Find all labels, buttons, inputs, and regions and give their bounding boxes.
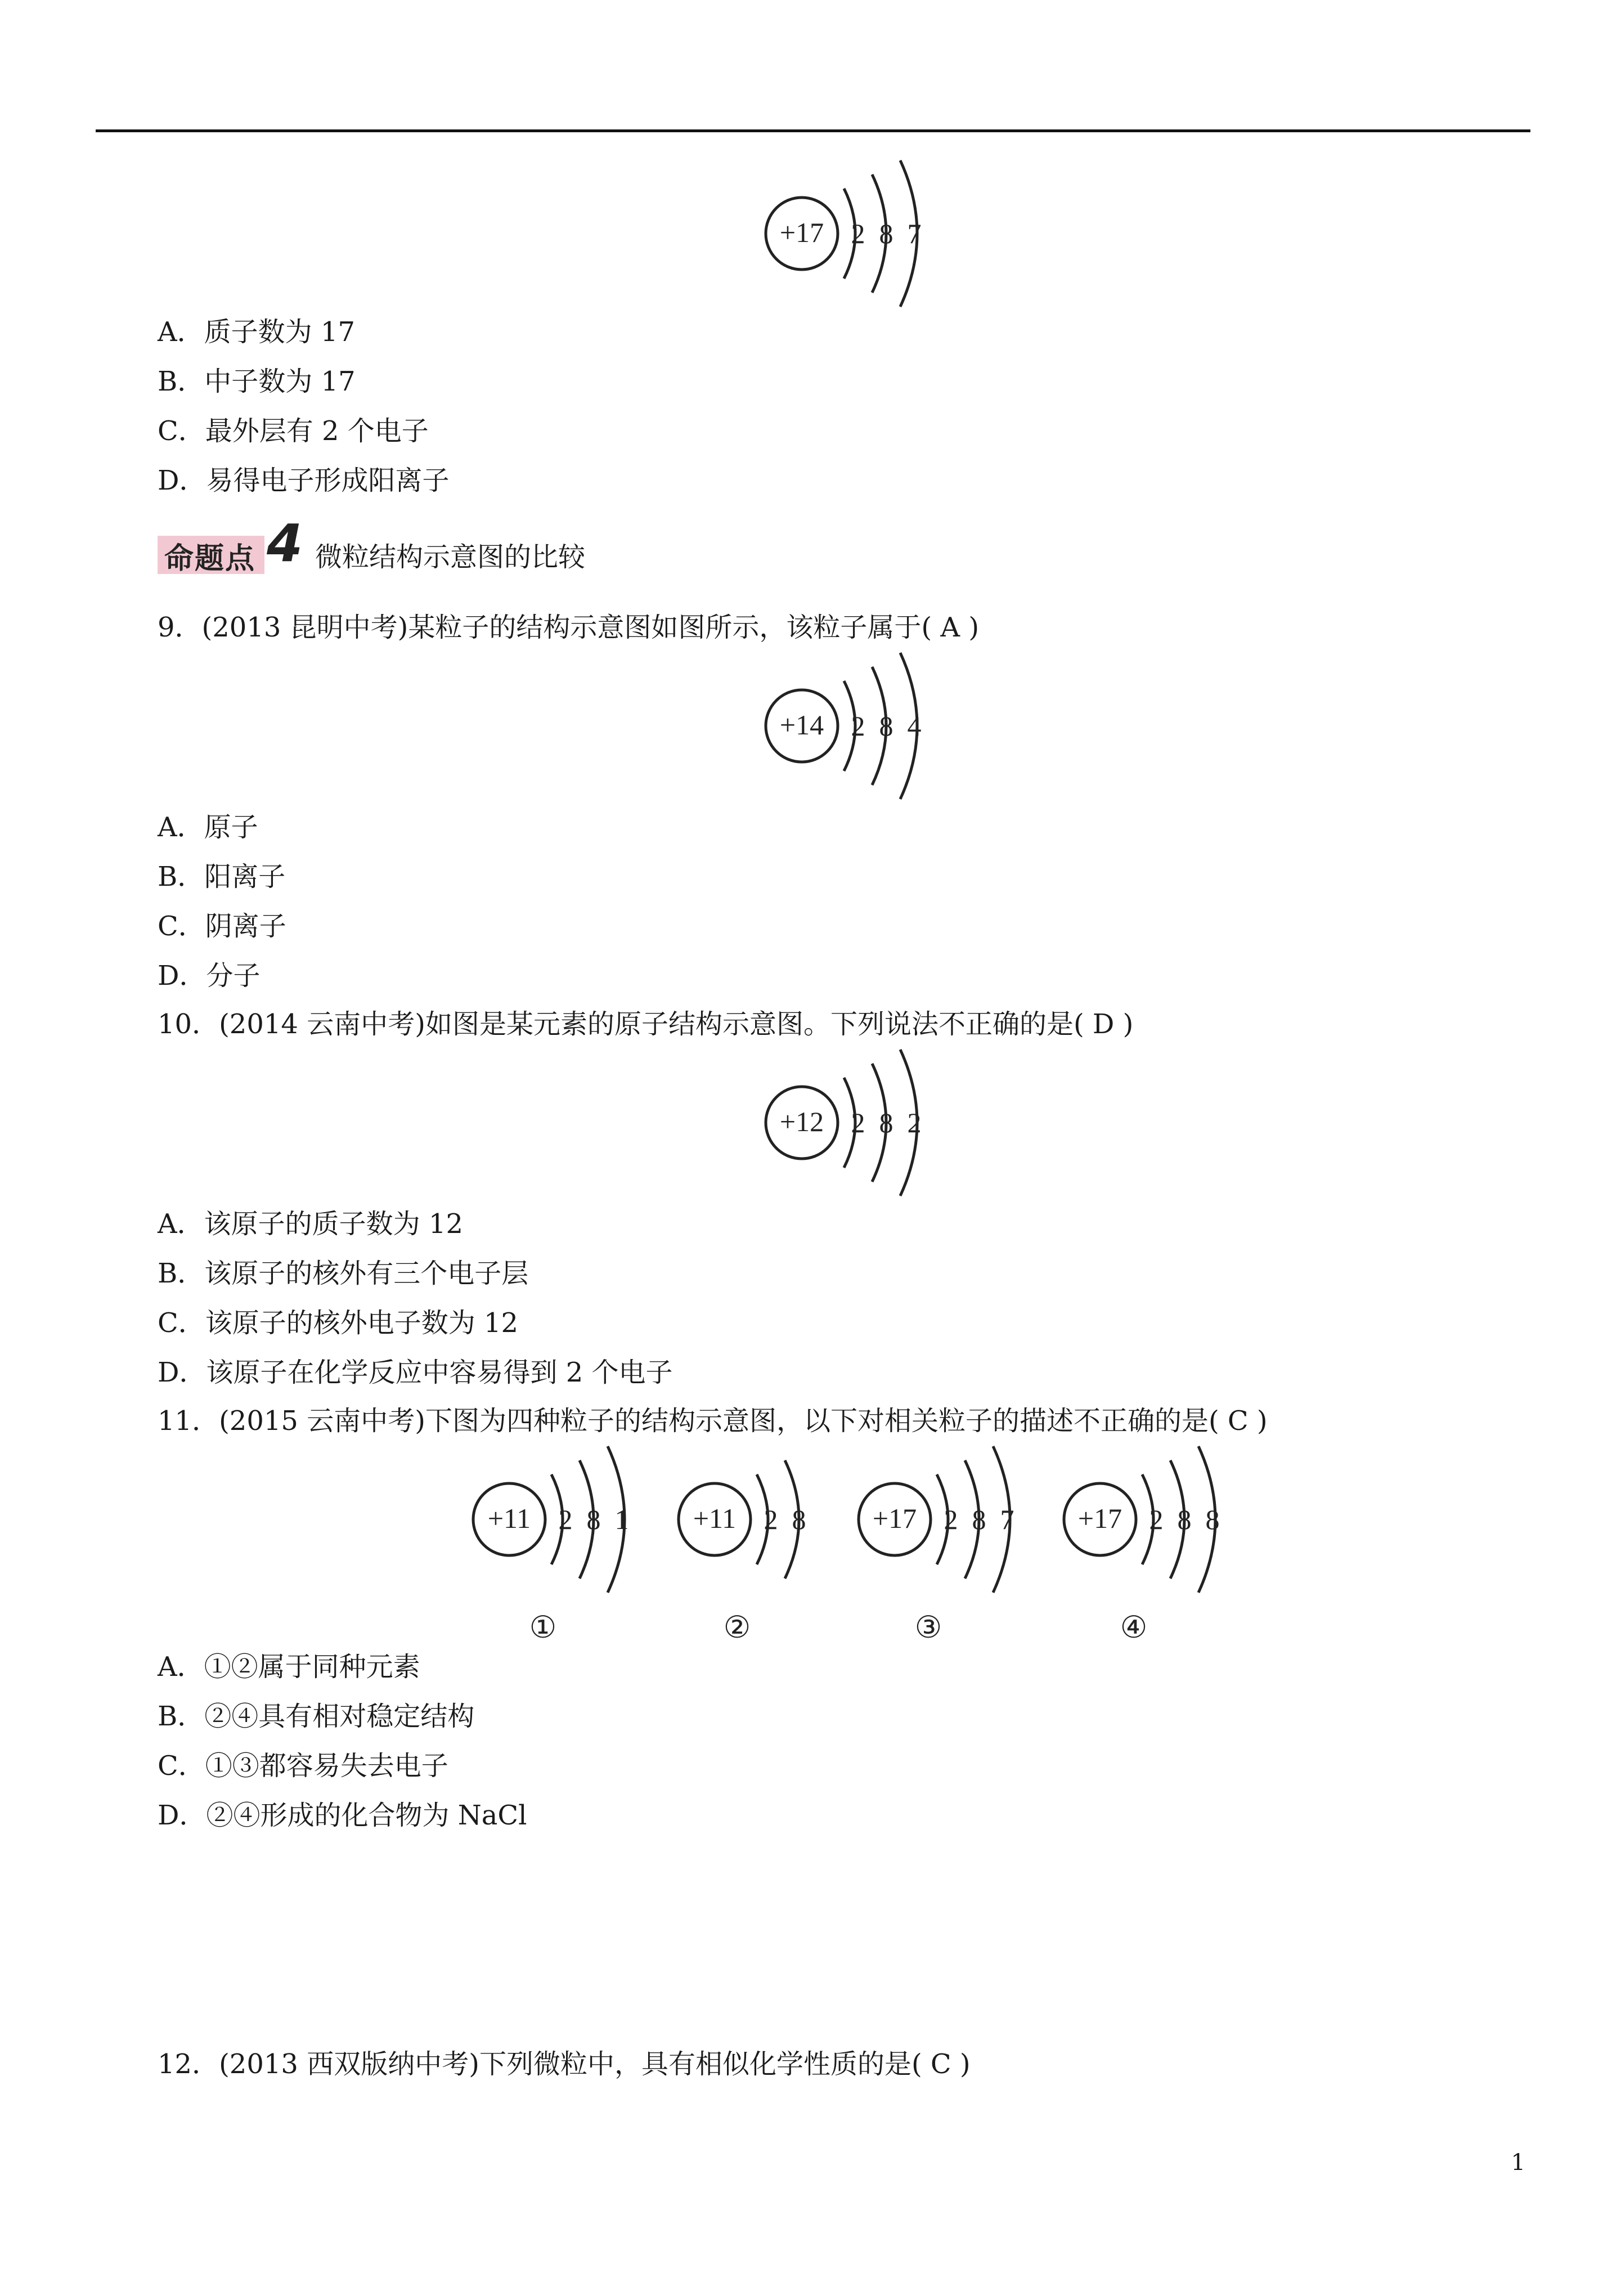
shell-count-3: 2 <box>907 1107 922 1138</box>
shell-count-1: 2 <box>944 1504 958 1535</box>
section-tag-number: 4 <box>267 513 303 573</box>
particle-diagram-3 <box>852 1446 1032 1649</box>
q11-option-b: B．②④具有相对稳定结构 <box>158 1701 475 1732</box>
q8-option-d: D．易得电子形成阳离子 <box>158 465 450 496</box>
diagram-label: ① <box>529 1609 557 1645</box>
q8-option-b: B．中子数为 17 <box>158 366 356 397</box>
shell-count-2: 8 <box>879 218 893 249</box>
nucleus-charge: +12 <box>779 1106 824 1137</box>
q10-option-c: C．该原子的核外电子数为 12 <box>158 1307 519 1339</box>
q12-stem: 12．(2013 西双版纳中考)下列微粒中，具有相似化学性质的是( C ) <box>158 2048 971 2080</box>
shell-count-1: 2 <box>851 1107 865 1138</box>
atom-structure-svg <box>760 653 940 799</box>
shell-count-2: 8 <box>586 1504 601 1535</box>
atom-structure-svg <box>1058 1446 1238 1649</box>
q11-stem: 11．(2015 云南中考)下图为四种粒子的结构示意图，以下对相关粒子的描述不正确的是( C ) <box>158 1405 1268 1437</box>
shell-count-3: 4 <box>907 710 922 742</box>
nucleus-charge: +11 <box>693 1503 737 1534</box>
shell-count-1: 2 <box>764 1504 778 1535</box>
shell-count-2: 8 <box>792 1504 806 1535</box>
atom-structure-svg <box>672 1446 852 1649</box>
atom-structure-svg <box>760 160 940 307</box>
shell-count-2: 8 <box>1177 1504 1192 1535</box>
particle-diagram-1 <box>467 1446 647 1649</box>
nucleus-charge: +17 <box>779 217 824 248</box>
shell-count-1: 2 <box>851 710 865 742</box>
nucleus-charge: +17 <box>1077 1503 1122 1534</box>
shell-count-3: 7 <box>907 218 922 249</box>
section-heading <box>158 513 586 576</box>
shell-count-1: 2 <box>1149 1504 1164 1535</box>
q9-option-c: C．阴离子 <box>158 911 286 942</box>
q9-option-d: D．分子 <box>158 960 261 992</box>
section-title: 微粒结构示意图的比较 <box>315 541 586 573</box>
q11-option-a: A．①②属于同种元素 <box>158 1651 420 1683</box>
q10-option-a: A．该原子的质子数为 12 <box>158 1208 464 1240</box>
shell-count-3: 1 <box>614 1504 629 1535</box>
diagram-label: ② <box>723 1609 751 1645</box>
shell-count-2: 8 <box>879 1107 893 1138</box>
q11-option-d: D．②④形成的化合物为 NaCl <box>158 1800 527 1831</box>
atom-diagram-q10 <box>760 1050 940 1196</box>
atom-diagram-top <box>760 160 940 307</box>
q8-option-a: A．质子数为 17 <box>158 316 356 348</box>
q11-option-c: C．①③都容易失去电子 <box>158 1750 448 1782</box>
section-tag-text: 命题点 <box>164 541 256 576</box>
q9-stem: 9．(2013 昆明中考)某粒子的结构示意图如图所示，该粒子属于( A ) <box>158 612 980 643</box>
shell-count-1: 2 <box>558 1504 573 1535</box>
shell-count-2: 8 <box>879 710 893 742</box>
shell-count-1: 2 <box>851 218 865 249</box>
q9-option-b: B．阳离子 <box>158 861 286 893</box>
q10-option-d: D．该原子在化学反应中容易得到 2 个电子 <box>158 1357 673 1388</box>
atom-structure-svg <box>760 1050 940 1196</box>
header-rule <box>96 129 1530 132</box>
atom-structure-svg <box>852 1446 1032 1649</box>
particle-diagram-2 <box>672 1446 852 1649</box>
nucleus-charge: +11 <box>487 1503 531 1534</box>
atom-structure-svg <box>467 1446 647 1649</box>
atom-diagram-q9 <box>760 653 940 799</box>
q9-option-a: A．原子 <box>158 811 258 843</box>
q10-option-b: B．该原子的核外有三个电子层 <box>158 1258 529 1289</box>
q8-option-c: C．最外层有 2 个电子 <box>158 415 429 447</box>
shell-count-2: 8 <box>972 1504 986 1535</box>
particle-diagram-4 <box>1058 1446 1238 1649</box>
q10-stem: 10．(2014 云南中考)如图是某元素的原子结构示意图。下列说法不正确的是( D ) <box>158 1008 1134 1040</box>
diagram-label: ④ <box>1120 1609 1148 1645</box>
page-number: 1 <box>1511 2150 1525 2176</box>
shell-count-3: 7 <box>1000 1504 1014 1535</box>
diagram-label: ③ <box>914 1609 942 1645</box>
nucleus-charge: +14 <box>779 709 824 741</box>
section-tag-badge <box>158 536 264 574</box>
shell-count-3: 8 <box>1205 1504 1220 1535</box>
nucleus-charge: +17 <box>872 1503 917 1534</box>
